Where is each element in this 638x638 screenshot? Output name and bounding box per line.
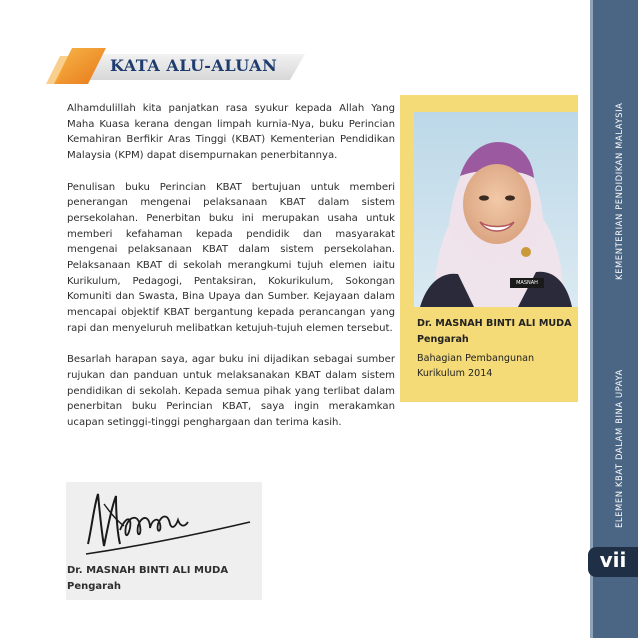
card-department: Bahagian Pembangunan Kurikulum 2014 <box>417 353 535 379</box>
paragraph-1: Alhamdulillah kita panjatkan rasa syukur kepada Allah Yang Maha Kuasa kerana dengan limpah kurnia-Nya, buku Perincian Kemahiran Berfikir Aras Tinggi (KBAT) Kementerian Pendidikan Malaysia (KPM) dapat disempurnakan penerbitannya. <box>67 103 395 162</box>
page-number: vii <box>599 548 627 572</box>
foreword-body <box>67 101 395 446</box>
paragraph-3: Besarlah harapan saya, agar buku ini dijadikan sebagai sumber rujukan dan panduan untuk melaksanakan KBAT dalam sistem pendidikan di sekolah. Kepada semua pihak yang terlibat dalam penerbitan buku Perincian KBAT, saya ingin merakamkan ucapan setinggi-tinggi penghargaan dan terima kasih. <box>67 354 395 429</box>
right-sidebar <box>590 0 638 638</box>
photo-name-tag: MASNAH <box>516 280 538 286</box>
signature-title: Pengarah <box>67 581 121 592</box>
card-name: Dr. MASNAH BINTI ALI MUDA <box>417 318 572 329</box>
portrait-photo <box>414 112 578 307</box>
signature-name: Dr. MASNAH BINTI ALI MUDA <box>67 565 229 576</box>
sidebar-ministry-label: KEMENTERIAN PENDIDIKAN MALAYSIA <box>614 102 624 280</box>
section-banner <box>40 44 305 86</box>
sidebar-section-label: ELEMEN KBAT DALAM BINA UPAYA <box>614 369 624 528</box>
page-title: KATA ALU-ALUAN <box>110 56 278 75</box>
handwritten-signature <box>80 486 260 566</box>
sidebar-edge-strip <box>590 0 593 638</box>
portrait-illustration <box>414 112 578 307</box>
paragraph-2: Penulisan buku Perincian KBAT bertujuan untuk memberi penerangan mengenai pelaksanaan KBAT dalam sistem persekolahan. Penerbitan buku ini merupakan usaha untuk memberi kefahaman kepada pendidik dan masyarakat mengenai pelaksanaan KBAT dalam sistem persekolahan. Pelaksanaan KBAT di sekolah merangkumi tujuh elemen iaitu Kurikulum, Pedagogi, Pentaksiran, Kokurikulum, Sokongan Komuniti dan Swasta, Bina Upaya dan Sumber. Kejayaan dalam mencapai objektif KBAT bergantung kepada perancangan yang rapi dan menyeluruh melibatkan ketujuh-tujuh elemen tersebut. <box>67 181 395 334</box>
card-role: Pengarah <box>417 334 469 345</box>
